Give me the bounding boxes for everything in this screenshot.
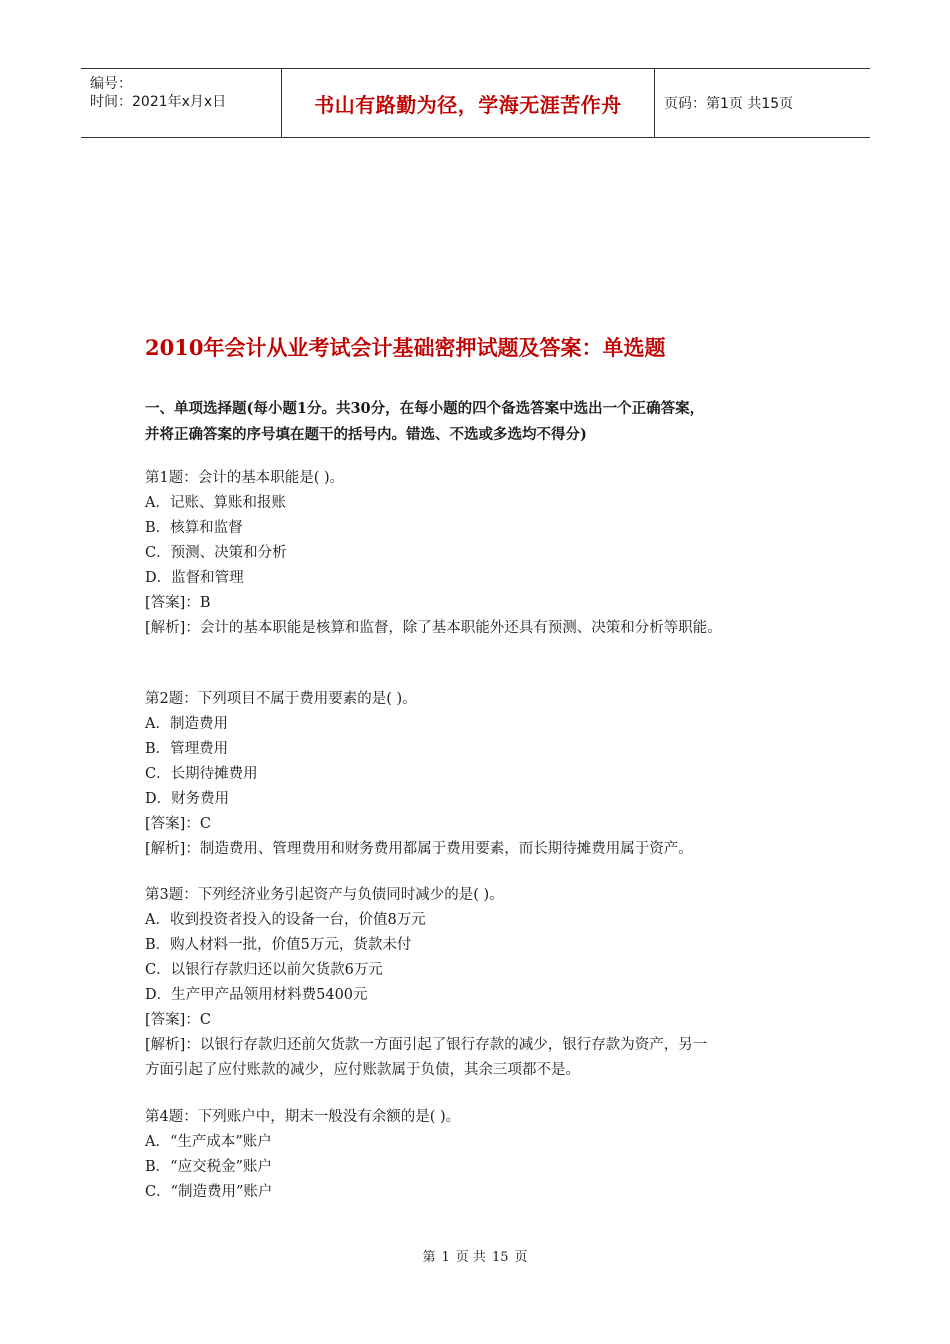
option: D．财务费用 bbox=[145, 791, 230, 807]
section-heading-line: 一、单项选择题(每小题1分。共30分，在每小题的四个备选答案中选出一个正确答案， bbox=[145, 400, 705, 417]
option: B．购人材料一批，价值5万元，货款未付 bbox=[145, 937, 412, 953]
section-heading bbox=[145, 396, 825, 448]
question-stem: 第1题：会计的基本职能是( )。 bbox=[145, 470, 345, 486]
option: C．预测、决策和分析 bbox=[145, 545, 287, 561]
option: C．长期待摊费用 bbox=[145, 766, 258, 782]
page-footer bbox=[0, 1246, 950, 1265]
footer-prefix: 第 bbox=[422, 1250, 436, 1265]
header-motto: 书山有路勤为径，学海无涯苦作舟 bbox=[282, 69, 655, 137]
question-stem: 第3题：下列经济业务引起资产与负债同时减少的是( )。 bbox=[145, 887, 504, 903]
question-2 bbox=[145, 687, 825, 862]
footer-page-number: 1 bbox=[441, 1250, 450, 1265]
document-title: 2010年会计从业考试会计基础密押试题及答案：单选题 bbox=[145, 335, 666, 360]
question-3 bbox=[145, 883, 825, 1083]
analysis: [解析]：会计的基本职能是核算和监督，除了基本职能外还具有预测、决策和分析等职能。 bbox=[145, 620, 722, 636]
option: A．收到投资者投入的设备一台，价值8万元 bbox=[145, 912, 426, 928]
answer: [答案]：C bbox=[145, 1012, 211, 1028]
option: B．核算和监督 bbox=[145, 520, 243, 536]
option: B．管理费用 bbox=[145, 741, 229, 757]
number-label: 编号： bbox=[90, 76, 132, 92]
footer-total-pages: 15 bbox=[491, 1250, 509, 1265]
analysis: 方面引起了应付账款的减少，应付账款属于负债，其余三项都不是。 bbox=[145, 1062, 580, 1078]
header-left-cell bbox=[81, 69, 282, 137]
option: D．生产甲产品领用材料费5400元 bbox=[145, 987, 368, 1003]
footer-suffix: 页 bbox=[514, 1250, 528, 1265]
question-4 bbox=[145, 1105, 825, 1205]
question-1 bbox=[145, 466, 825, 641]
question-stem: 第2题：下列项目不属于费用要素的是( )。 bbox=[145, 691, 417, 707]
footer-mid: 页 共 bbox=[455, 1250, 486, 1265]
analysis: [解析]：制造费用、管理费用和财务费用都属于费用要素，而长期待摊费用属于资产。 bbox=[145, 841, 693, 857]
answer: [答案]：C bbox=[145, 816, 211, 832]
option: A．制造费用 bbox=[145, 716, 228, 732]
page-header bbox=[81, 68, 870, 138]
option: B．“应交税金”账户 bbox=[145, 1159, 272, 1175]
answer: [答案]：B bbox=[145, 595, 211, 611]
option: D．监督和管理 bbox=[145, 570, 244, 586]
section-heading-line: 并将正确答案的序号填在题干的括号内。错选、不选或多选均不得分) bbox=[145, 426, 587, 443]
header-page-info: 页码：第1页 共15页 bbox=[664, 96, 794, 112]
option: C．“制造费用”账户 bbox=[145, 1184, 273, 1200]
option: C．以银行存款归还以前欠货款6万元 bbox=[145, 962, 383, 978]
option: A．记账、算账和报账 bbox=[145, 495, 286, 511]
question-stem: 第4题：下列账户中，期末一般没有余额的是( )。 bbox=[145, 1109, 461, 1125]
option: A．“生产成本”账户 bbox=[145, 1134, 272, 1150]
analysis: [解析]：以银行存款归还前欠货款一方面引起了银行存款的减少，银行存款为资产，另一 bbox=[145, 1037, 708, 1053]
time-label: 时间：2021年x月x日 bbox=[90, 94, 227, 110]
